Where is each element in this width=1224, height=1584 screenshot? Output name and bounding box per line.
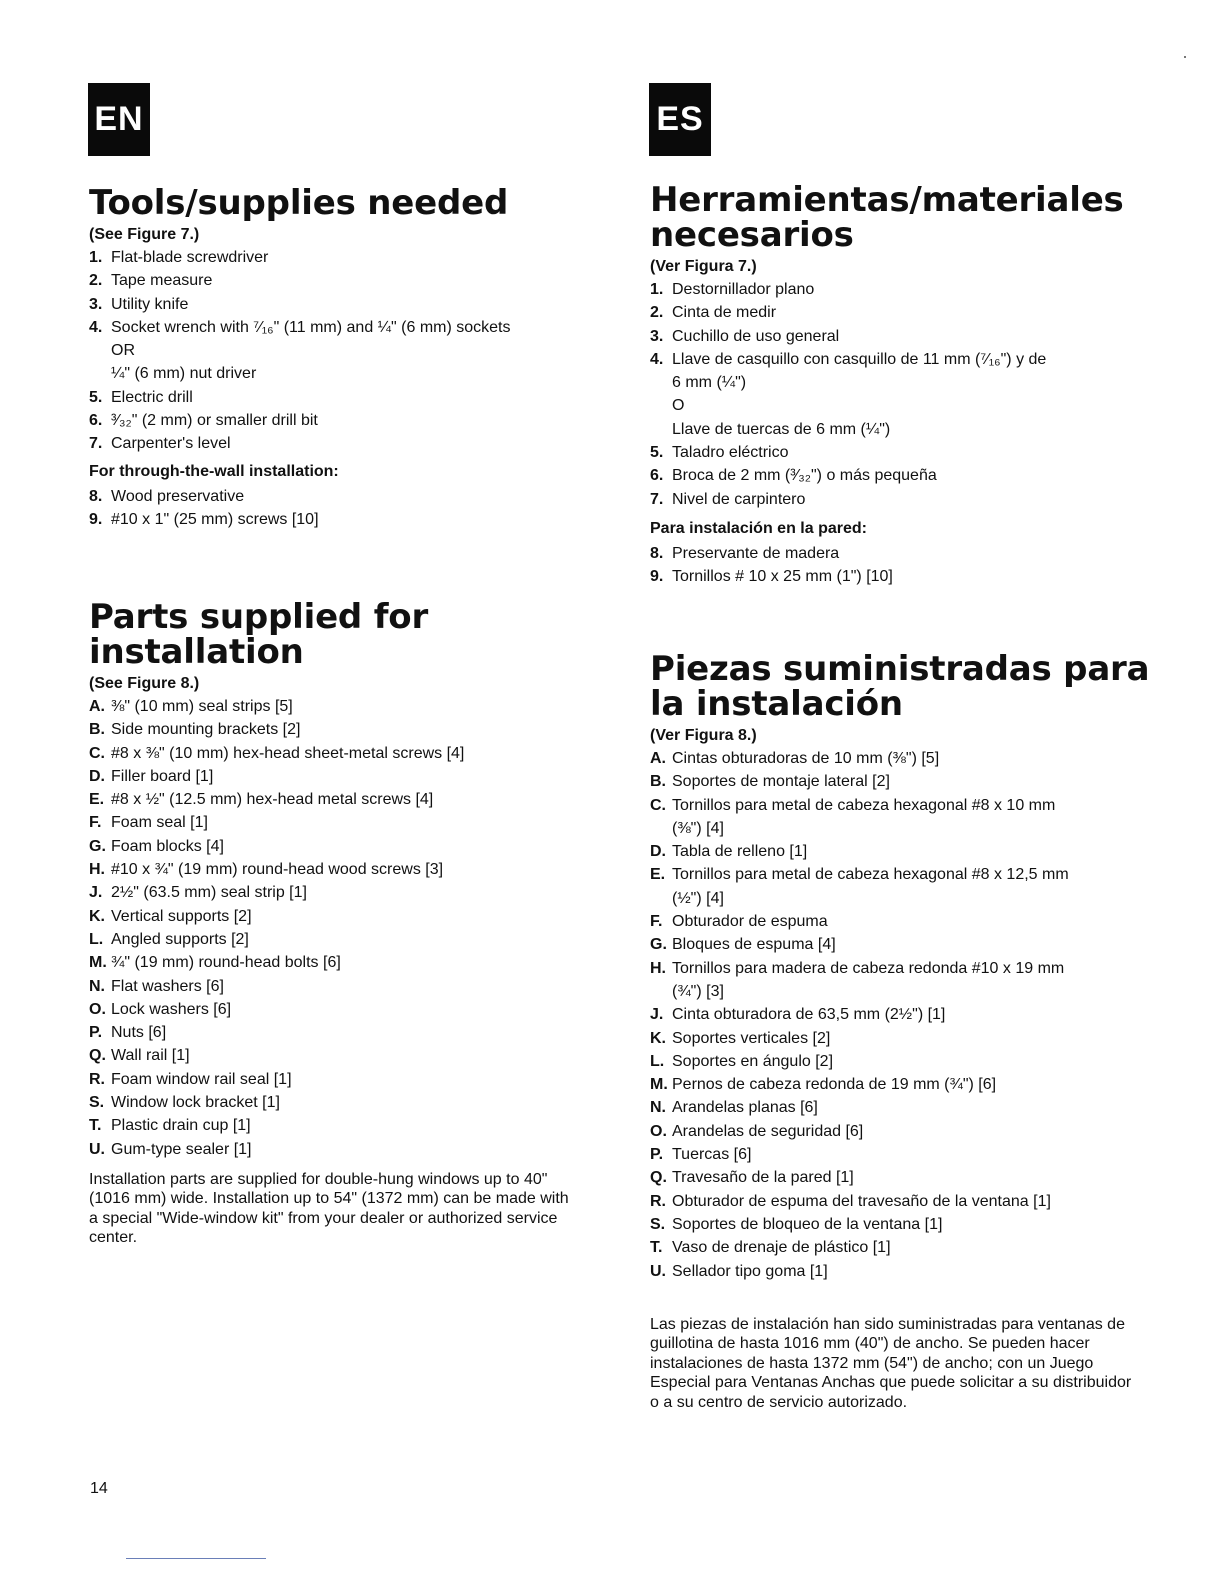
item-text: Foam window rail seal [1] xyxy=(111,1070,292,1088)
list-item xyxy=(650,441,1150,464)
item-text: Plastic drain cup [1] xyxy=(111,1117,251,1135)
en-parts-note: Installation parts are supplied for double-hung windows up to 40" (1016 mm) wide. Installation up to 54" (1372 mm) can be made with a special "Wide-window kit" from your dealer or authorized service center. xyxy=(89,1170,569,1247)
list-item xyxy=(650,770,1150,793)
item-marker: U. xyxy=(89,1140,105,1158)
list-item xyxy=(89,928,579,951)
list-item xyxy=(89,998,579,1021)
item-text: Soportes verticales [2] xyxy=(672,1029,831,1047)
es-tools-title: Herramientas/materiales necesarios xyxy=(650,180,1124,255)
item-text: Gum-type sealer [1] xyxy=(111,1140,252,1158)
item-text: Soportes en ángulo [2] xyxy=(672,1052,834,1070)
list-item xyxy=(650,301,1150,324)
item-marker: B. xyxy=(650,773,666,791)
item-marker: O. xyxy=(650,1122,667,1140)
item-marker: 7. xyxy=(89,435,103,453)
list-item xyxy=(89,1114,579,1137)
item-text: Foam seal [1] xyxy=(111,814,208,832)
item-text: OR xyxy=(111,342,135,360)
item-text: (¾") [3] xyxy=(672,982,724,1000)
item-marker: J. xyxy=(650,1006,664,1024)
list-item xyxy=(650,957,1150,980)
list-item xyxy=(650,1190,1150,1213)
list-item xyxy=(650,348,1150,371)
item-marker: A. xyxy=(650,750,666,767)
item-text: Tape measure xyxy=(111,272,213,290)
item-marker: P. xyxy=(89,1024,103,1042)
item-marker: 3. xyxy=(650,327,664,345)
item-text: ¼" (6 mm) nut driver xyxy=(111,365,257,383)
item-marker: N. xyxy=(650,1099,666,1117)
item-text: Tuercas [6] xyxy=(672,1146,752,1164)
item-text: ³⁄₃₂" (2 mm) or smaller drill bit xyxy=(111,412,318,430)
en-wall-list xyxy=(89,485,579,532)
item-marker: K. xyxy=(89,907,105,925)
list-item xyxy=(650,565,1150,588)
item-marker: S. xyxy=(650,1215,666,1233)
item-marker: 4. xyxy=(89,318,103,336)
list-item xyxy=(89,975,579,998)
item-marker: A. xyxy=(89,698,105,715)
item-marker: C. xyxy=(89,744,105,762)
item-text: Tabla de relleno [1] xyxy=(672,843,808,861)
list-item xyxy=(89,881,579,904)
list-item xyxy=(89,1068,579,1091)
list-item xyxy=(89,788,579,811)
item-text: #8 x ½" (12.5 mm) hex-head metal screws [4] xyxy=(111,791,434,809)
list-item xyxy=(650,980,1150,1003)
item-text: Sellador tipo goma [1] xyxy=(672,1262,828,1280)
list-item xyxy=(650,747,1150,770)
item-marker: K. xyxy=(650,1029,666,1047)
item-text: Tornillos para metal de cabeza hexagonal #8 x 10 mm xyxy=(672,796,1056,814)
list-item xyxy=(650,278,1150,301)
item-marker: H. xyxy=(89,861,105,879)
list-item xyxy=(650,887,1150,910)
list-item xyxy=(650,542,1150,565)
item-text: O xyxy=(672,397,685,415)
item-text: Foam blocks [4] xyxy=(111,837,224,855)
item-text: ⅜" (10 mm) seal strips [5] xyxy=(111,698,293,715)
item-text: Taladro eléctrico xyxy=(672,444,789,462)
item-text: #8 x ⅜" (10 mm) hex-head sheet-metal screws [4] xyxy=(111,744,465,762)
item-marker: B. xyxy=(89,721,105,739)
item-text: Arandelas de seguridad [6] xyxy=(672,1122,864,1140)
item-text: Angled supports [2] xyxy=(111,930,249,948)
item-text: Nuts [6] xyxy=(111,1024,167,1042)
en-parts-list xyxy=(89,695,579,1161)
page-number: 14 xyxy=(90,1480,108,1497)
list-item xyxy=(89,765,579,788)
item-marker: R. xyxy=(650,1192,666,1210)
item-marker: N. xyxy=(89,977,105,995)
item-text: (½") [4] xyxy=(672,889,724,907)
item-marker: H. xyxy=(650,959,666,977)
en-parts-title: Parts supplied for installation xyxy=(89,597,429,672)
list-item xyxy=(89,339,579,362)
en-parts-section xyxy=(89,597,579,1248)
list-item xyxy=(89,508,579,531)
item-marker: 8. xyxy=(650,544,664,562)
list-item xyxy=(650,910,1150,933)
item-marker: T. xyxy=(650,1239,663,1257)
item-marker: M. xyxy=(89,954,107,972)
list-item xyxy=(89,1138,579,1161)
list-item xyxy=(89,246,579,269)
item-marker: 6. xyxy=(650,467,664,485)
es-parts-note: Las piezas de instalación han sido suministradas para ventanas de guillotina de hasta 1016 mm (40") de ancho. Se pueden hacer instalaciones de hasta 1372 mm (54") de ancho; con un Juego Especial para Ventanas Anchas que puede solicitar a su distribuidor o a su centro de servicio autorizado. xyxy=(650,1315,1132,1411)
item-text: Nivel de carpintero xyxy=(672,490,806,508)
en-parts-figure-ref: (See Figure 8.) xyxy=(89,675,200,692)
list-item xyxy=(650,1027,1150,1050)
item-text: Lock washers [6] xyxy=(111,1000,232,1018)
list-item xyxy=(89,811,579,834)
list-item xyxy=(650,1120,1150,1143)
language-badge-es: ES xyxy=(649,83,711,156)
list-item xyxy=(650,1213,1150,1236)
list-item xyxy=(89,1021,579,1044)
item-text: Utility knife xyxy=(111,295,189,313)
list-item xyxy=(89,386,579,409)
item-marker: F. xyxy=(650,913,663,931)
list-item xyxy=(89,951,579,974)
list-item xyxy=(650,1166,1150,1189)
item-text: Broca de 2 mm (³⁄₃₂") o más pequeña xyxy=(672,467,937,485)
item-text: Wood preservative xyxy=(111,487,245,505)
item-text: Bloques de espuma [4] xyxy=(672,936,836,954)
item-text: ¾" (19 mm) round-head bolts [6] xyxy=(111,954,341,972)
list-item xyxy=(650,794,1150,817)
item-marker: E. xyxy=(650,866,666,884)
list-item xyxy=(650,464,1150,487)
item-marker: S. xyxy=(89,1094,105,1112)
item-text: Tornillos # 10 x 25 mm (1") [10] xyxy=(672,568,893,586)
item-text: Vertical supports [2] xyxy=(111,907,252,925)
item-text: Cinta de medir xyxy=(672,304,777,322)
item-text: Tornillos para metal de cabeza hexagonal #8 x 12,5 mm xyxy=(672,866,1069,884)
item-text: Arandelas planas [6] xyxy=(672,1099,818,1117)
en-wall-heading: For through-the-wall installation: xyxy=(89,462,339,480)
list-item xyxy=(89,293,579,316)
list-item xyxy=(650,933,1150,956)
es-tools-list xyxy=(650,278,1150,511)
list-item xyxy=(650,1143,1150,1166)
item-text: Cinta obturadora de 63,5 mm (2½") [1] xyxy=(672,1006,946,1024)
list-item xyxy=(650,1260,1150,1283)
list-item xyxy=(89,1091,579,1114)
list-item xyxy=(650,418,1150,441)
item-text: #10 x 1" (25 mm) screws [10] xyxy=(111,510,319,528)
item-text: Llave de tuercas de 6 mm (¼") xyxy=(672,420,891,438)
item-marker: 2. xyxy=(650,304,664,322)
item-marker: C. xyxy=(650,796,666,814)
item-marker: R. xyxy=(89,1070,105,1088)
es-parts-figure-ref: (Ver Figura 8.) xyxy=(650,727,757,744)
list-item xyxy=(89,1044,579,1067)
list-item xyxy=(89,409,579,432)
list-item xyxy=(89,432,579,455)
item-text: Electric drill xyxy=(111,388,193,406)
item-marker: F. xyxy=(89,814,102,832)
item-text: Flat washers [6] xyxy=(111,977,224,995)
list-item xyxy=(650,1050,1150,1073)
item-marker: D. xyxy=(89,767,105,785)
item-marker: J. xyxy=(89,884,103,902)
item-marker: 9. xyxy=(650,568,664,586)
list-item xyxy=(650,1096,1150,1119)
en-tools-list xyxy=(89,246,579,456)
item-text: Soportes de bloqueo de la ventana [1] xyxy=(672,1215,943,1233)
item-marker: 6. xyxy=(89,412,103,430)
list-item xyxy=(89,858,579,881)
item-text: Cintas obturadoras de 10 mm (⅜") [5] xyxy=(672,750,940,767)
item-text: Llave de casquillo con casquillo de 11 mm (⁷⁄₁₆") y de xyxy=(672,350,1047,368)
list-item xyxy=(650,840,1150,863)
item-text: Filler board [1] xyxy=(111,767,214,785)
list-item xyxy=(89,695,579,718)
item-marker: 8. xyxy=(89,487,103,505)
list-item xyxy=(89,485,579,508)
item-text: Window lock bracket [1] xyxy=(111,1094,280,1112)
item-text: Wall rail [1] xyxy=(111,1047,190,1065)
item-marker: G. xyxy=(650,936,667,954)
es-tools-figure-ref: (Ver Figura 7.) xyxy=(650,258,757,275)
item-marker: G. xyxy=(89,837,106,855)
list-item xyxy=(89,742,579,765)
list-item xyxy=(650,1073,1150,1096)
list-item xyxy=(89,835,579,858)
item-marker: Q. xyxy=(650,1169,667,1187)
es-wall-list xyxy=(650,542,1150,589)
item-marker: M. xyxy=(650,1076,668,1094)
es-wall-heading: Para instalación en la pared: xyxy=(650,519,867,537)
item-marker: 5. xyxy=(89,388,103,406)
item-marker: 7. xyxy=(650,490,664,508)
list-item xyxy=(650,488,1150,511)
item-marker: Q. xyxy=(89,1047,106,1065)
item-marker: 1. xyxy=(650,281,664,298)
item-text: Obturador de espuma del travesaño de la ventana [1] xyxy=(672,1192,1051,1210)
item-marker: 5. xyxy=(650,444,664,462)
list-item xyxy=(650,371,1150,394)
en-tools-figure-ref: (See Figure 7.) xyxy=(89,226,200,243)
item-text: (⅜") [4] xyxy=(672,819,724,837)
item-text: Soportes de montaje lateral [2] xyxy=(672,773,890,791)
es-parts-list xyxy=(650,747,1150,1283)
item-text: Obturador de espuma xyxy=(672,913,828,931)
item-marker: 3. xyxy=(89,295,103,313)
item-text: Flat-blade screwdriver xyxy=(111,249,269,266)
item-text: Cuchillo de uso general xyxy=(672,327,840,345)
list-item xyxy=(89,269,579,292)
item-marker: L. xyxy=(650,1052,665,1070)
footer-rule xyxy=(126,1558,266,1559)
item-text: 6 mm (¼") xyxy=(672,374,747,392)
list-item xyxy=(650,1003,1150,1026)
language-badge-en: EN xyxy=(88,83,150,156)
item-marker: P. xyxy=(650,1146,664,1164)
item-text: Side mounting brackets [2] xyxy=(111,721,301,739)
item-marker: 4. xyxy=(650,350,664,368)
item-text: #10 x ¾" (19 mm) round-head wood screws [3] xyxy=(111,861,444,879)
item-text: Destornillador plano xyxy=(672,281,815,298)
es-parts-title: Piezas suministradas para la instalación xyxy=(650,649,1150,724)
list-item xyxy=(89,362,579,385)
item-marker: U. xyxy=(650,1262,666,1280)
es-parts-section xyxy=(650,649,1150,1412)
item-marker: T. xyxy=(89,1117,102,1135)
item-text: Tornillos para madera de cabeza redonda #10 x 19 mm xyxy=(672,959,1065,977)
item-text: Travesaño de la pared [1] xyxy=(672,1169,854,1187)
list-item xyxy=(650,817,1150,840)
list-item xyxy=(89,905,579,928)
list-item xyxy=(89,316,579,339)
item-text: Preservante de madera xyxy=(672,544,840,562)
es-tools-section xyxy=(650,180,1150,589)
item-marker: 9. xyxy=(89,510,103,528)
item-marker: 1. xyxy=(89,249,103,266)
item-text: Socket wrench with ⁷⁄₁₆" (11 mm) and ¼" (6 mm) sockets xyxy=(111,318,511,336)
list-item xyxy=(650,863,1150,886)
item-marker: 2. xyxy=(89,272,103,290)
item-text: Pernos de cabeza redonda de 19 mm (¾") [6] xyxy=(672,1076,997,1094)
en-tools-section xyxy=(89,183,579,531)
item-text: Vaso de drenaje de plástico [1] xyxy=(672,1239,891,1257)
item-text: 2½" (63.5 mm) seal strip [1] xyxy=(111,884,307,902)
en-tools-title: Tools/supplies needed xyxy=(89,183,509,223)
list-item xyxy=(650,394,1150,417)
speck xyxy=(1184,56,1186,58)
item-text: Carpenter's level xyxy=(111,435,231,453)
item-marker: E. xyxy=(89,791,105,809)
list-item xyxy=(650,1236,1150,1259)
item-marker: O. xyxy=(89,1000,106,1018)
item-marker: D. xyxy=(650,843,666,861)
item-marker: L. xyxy=(89,930,104,948)
list-item xyxy=(650,325,1150,348)
list-item xyxy=(89,718,579,741)
